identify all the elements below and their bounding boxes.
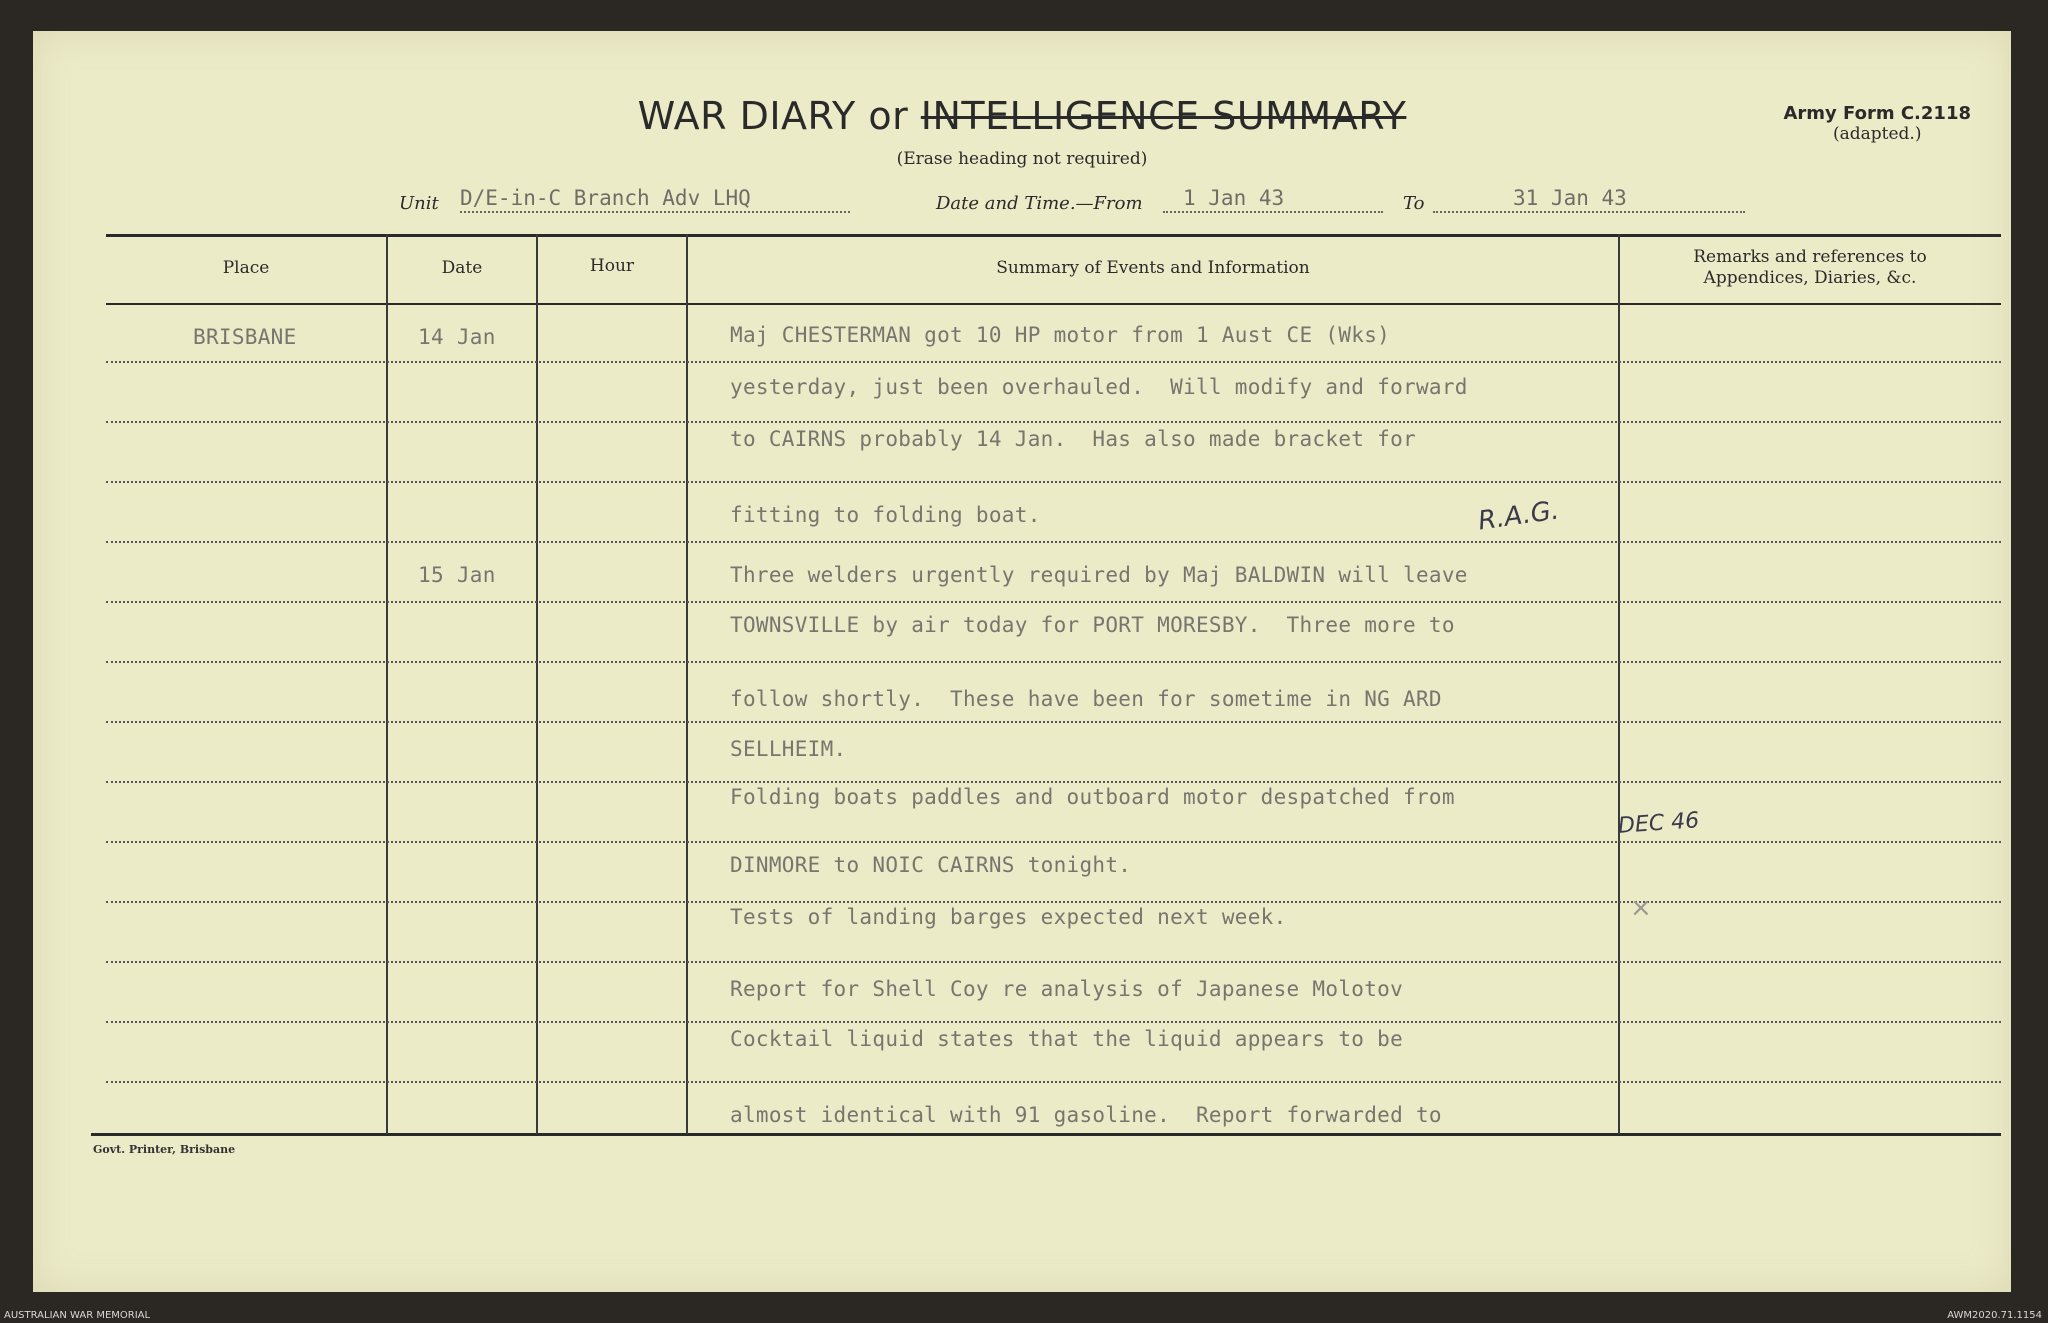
column-divider-place (386, 234, 388, 1134)
summary-line: yesterday, just been overhauled. Will modify and forward (730, 375, 1468, 399)
printer-imprint: Govt. Printer, Brisbane (93, 1143, 236, 1156)
summary-line: to CAIRNS probably 14 Jan. Has also made bracket for (730, 427, 1416, 451)
entry-date-14-jan: 14 Jan (418, 325, 496, 349)
summary-line: Maj CHESTERMAN got 10 HP motor from 1 Aust CE (Wks) (730, 323, 1391, 347)
row-rule (106, 1021, 2001, 1023)
row-rule (106, 841, 2001, 843)
column-divider-summary (1618, 234, 1620, 1134)
row-rule (106, 361, 2001, 363)
row-rule (106, 661, 2001, 663)
header-remarks (1620, 247, 2000, 289)
row-rule (106, 781, 2001, 783)
entry-date-15-jan: 15 Jan (418, 563, 496, 587)
army-form-adapted: (adapted.) (1832, 124, 1922, 144)
column-divider-hour (686, 234, 688, 1134)
summary-line: SELLHEIM. (730, 737, 847, 761)
summary-line: TOWNSVILLE by air today for PORT MORESBY. Three more to (730, 613, 1455, 637)
header-date: Date (441, 258, 483, 278)
table-bottom-rule (91, 1133, 2001, 1136)
summary-line: Three welders urgently required by Maj BALDWIN will leave (730, 563, 1468, 587)
header-place: Place (222, 258, 270, 278)
handwritten-remark-date: DEC 46 (1617, 808, 1700, 839)
title-war-diary: WAR DIARY (637, 94, 856, 138)
date-to-value: 31 Jan 43 (1433, 187, 1745, 213)
summary-line: Tests of landing barges expected next week. (730, 905, 1287, 929)
row-rule (106, 721, 2001, 723)
row-rule (106, 481, 2001, 483)
title-or: or (868, 94, 909, 138)
diary-sheet (33, 31, 2011, 1292)
unit-label: Unit (399, 193, 439, 214)
row-rule (106, 421, 2001, 423)
summary-line: almost identical with 91 gasoline. Report forwarded to (730, 1103, 1442, 1127)
summary-line: Report for Shell Coy re analysis of Japanese Molotov (730, 977, 1404, 1001)
header-summary: Summary of Events and Information (996, 258, 1310, 278)
row-rule (106, 1081, 2001, 1083)
column-divider-date (536, 234, 538, 1134)
erase-heading-note: (Erase heading not required) (896, 149, 1148, 169)
row-rule (106, 961, 2001, 963)
row-rule (106, 901, 2001, 903)
army-form-number (1783, 103, 1971, 144)
handwritten-remark-mark: × (1630, 893, 1652, 923)
date-to-label: To (1403, 193, 1425, 214)
table-top-rule (106, 234, 2001, 237)
date-from-value: 1 Jan 43 (1163, 187, 1383, 213)
summary-line: DINMORE to NOIC CAIRNS tonight. (730, 853, 1132, 877)
handwritten-initials: R.A.G. (1476, 495, 1561, 537)
archive-caption-left: AUSTRALIAN WAR MEMORIAL (4, 1310, 151, 1321)
title-struck-intelligence-summary: INTELLIGENCE SUMMARY (920, 94, 1407, 138)
entry-place: BRISBANE (193, 325, 297, 349)
summary-line: follow shortly. These have been for sometime in NG ARD (730, 687, 1442, 711)
row-rule (106, 541, 2001, 543)
army-form-label: Army Form C.2118 (1783, 103, 1971, 124)
row-rule (106, 601, 2001, 603)
archive-caption-right: AWM2020.71.1154 (1947, 1310, 2042, 1321)
header-remarks-line-1: Remarks and references to (1693, 247, 1927, 267)
header-hour: Hour (589, 256, 635, 276)
header-remarks-line-2: Appendices, Diaries, &c. (1703, 268, 1917, 288)
form-title (33, 94, 2011, 138)
summary-line: fitting to folding boat. (730, 503, 1041, 527)
table-header-rule (106, 303, 2001, 305)
unit-value: D/E-in-C Branch Adv LHQ (460, 187, 850, 213)
date-from-label: Date and Time.—From (936, 193, 1143, 214)
summary-line: Cocktail liquid states that the liquid appears to be (730, 1027, 1404, 1051)
summary-line: Folding boats paddles and outboard motor despatched from (730, 785, 1455, 809)
